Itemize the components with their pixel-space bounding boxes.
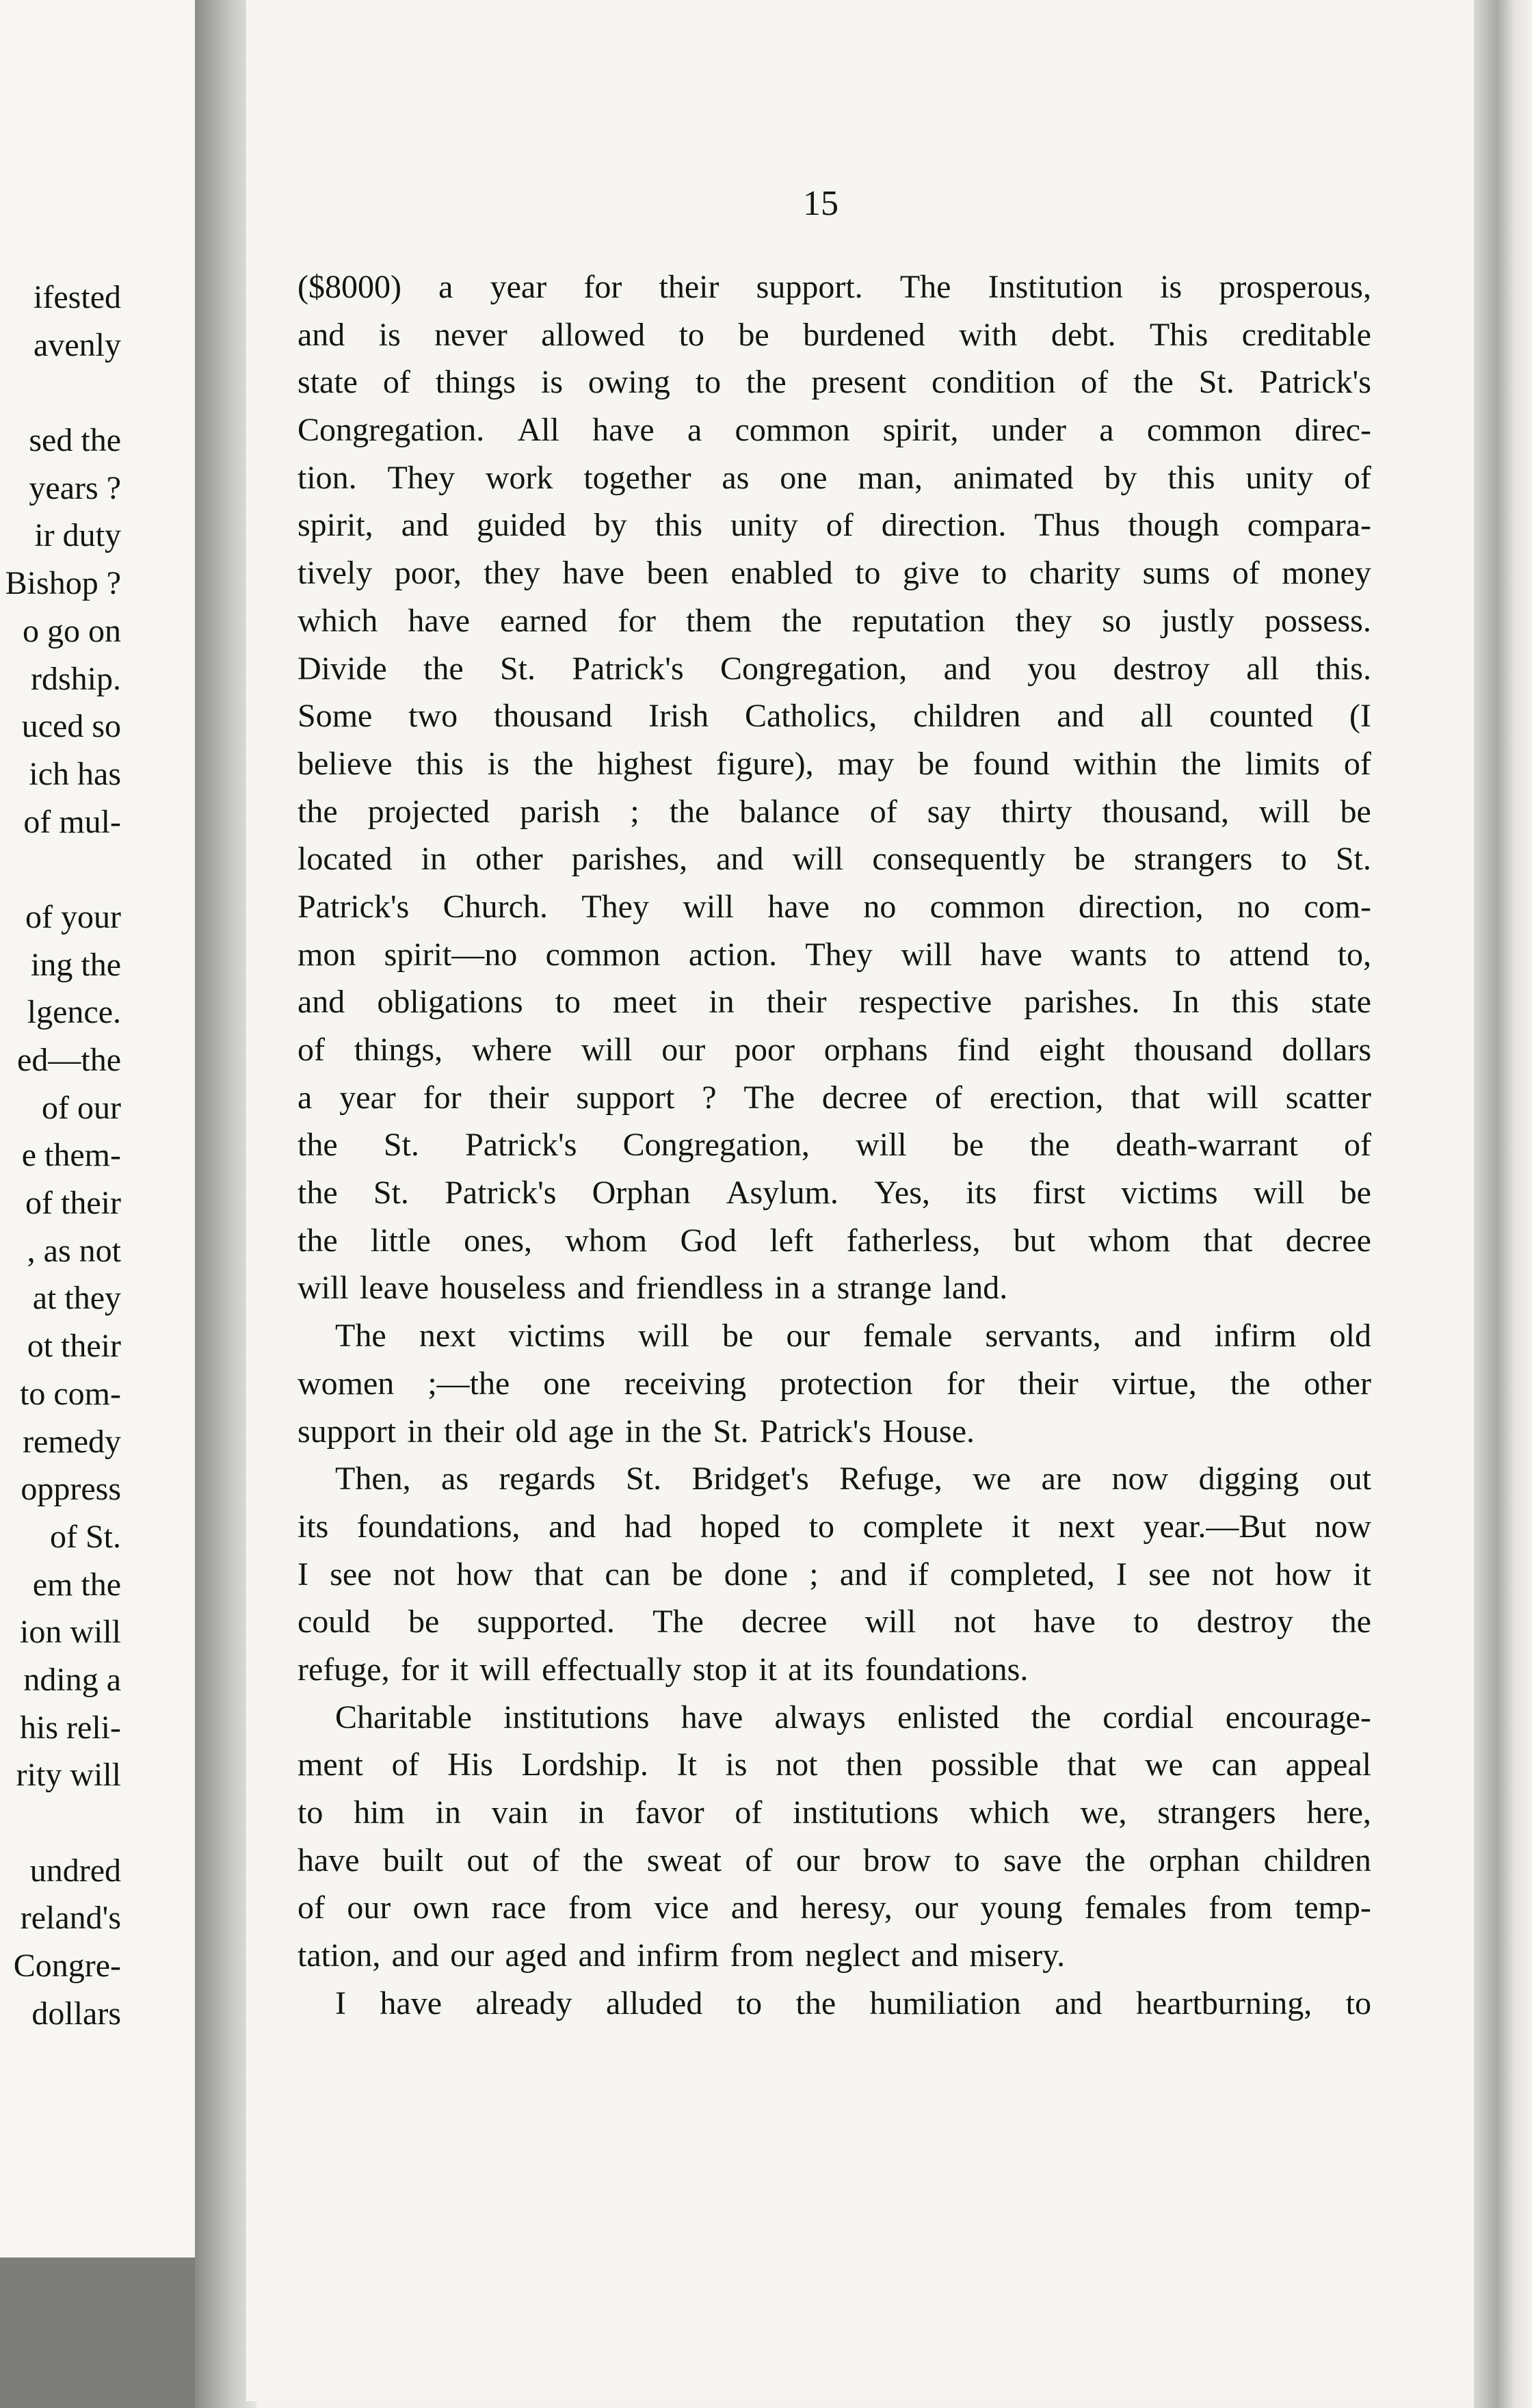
text-line: tively poor, they have been enabled to give to charity sums of money: [298, 555, 1371, 592]
left-page-line: o go on: [23, 612, 121, 649]
text-line: a year for their support ? The decree of erection, that will scatter: [298, 1079, 1371, 1116]
text-line: its foundations, and had hoped to complete it next year.—But now: [298, 1508, 1371, 1545]
text-line: I see not how that can be done ; and if completed, I see not how it: [298, 1556, 1371, 1593]
left-page-line: e them-: [21, 1137, 121, 1174]
text-line: Then, as regards St. Bridget's Refuge, we are now digging out: [335, 1461, 1371, 1497]
left-page-line: of our: [42, 1089, 121, 1126]
left-page-line: years ?: [29, 469, 121, 506]
text-line: located in other parishes, and will consequently be strangers to St.: [298, 841, 1371, 878]
text-line: ment of His Lordship. It is not then possible that we can appeal: [298, 1746, 1371, 1783]
text-line: tation, and our aged and infirm from neglect and misery.: [298, 1937, 1066, 1974]
text-line: will leave houseless and friendless in a strange land.: [298, 1270, 1008, 1307]
text-line: Patrick's Church. They will have no common direction, no com-: [298, 888, 1371, 925]
paragraph: [298, 263, 1371, 1312]
left-page-line: undred: [29, 1852, 121, 1889]
text-line: the St. Patrick's Congregation, will be the death-warrant of: [298, 1127, 1371, 1164]
left-page-line: of St.: [49, 1518, 121, 1555]
text-line: and obligations to meet in their respective parishes. In this state: [298, 984, 1371, 1021]
left-page-line: [0, 369, 121, 417]
text-line: state of things is owing to the present condition of the St. Patrick's: [298, 364, 1371, 401]
left-page-line: ing the: [31, 946, 121, 983]
text-line: to him in vain in favor of institutions which we, strangers here,: [298, 1794, 1371, 1831]
text-line: Divide the St. Patrick's Congregation, and you destroy all this.: [298, 650, 1371, 687]
text-line: Congregation. All have a common spirit, under a common direc-: [298, 412, 1371, 449]
text-line: support in their old age in the St. Patrick's House.: [298, 1413, 975, 1450]
left-page-line: of mul-: [23, 803, 121, 840]
text-line: of things, where will our poor orphans find eight thousand dollars: [298, 1032, 1371, 1068]
left-page-line: reland's: [20, 1900, 121, 1937]
left-page-line: to com-: [20, 1375, 121, 1412]
left-page-text: [0, 274, 121, 2037]
text-line: Some two thousand Irish Catholics, children and all counted (I: [298, 698, 1371, 735]
left-page-line: [0, 846, 121, 893]
left-page-line: remedy: [23, 1423, 121, 1460]
left-page-line: his reli-: [20, 1709, 121, 1746]
left-page-line: em the: [32, 1566, 121, 1603]
left-page-line: ich has: [29, 755, 121, 792]
left-page-line: [0, 1799, 121, 1847]
left-page-line: Bishop ?: [5, 565, 121, 602]
text-line: which have earned for them the reputation they so justly possess.: [298, 602, 1371, 639]
left-page-line: , as not: [27, 1232, 121, 1269]
paragraph: [298, 1455, 1371, 1693]
paragraph: [298, 1312, 1371, 1455]
left-page-line: rdship.: [31, 660, 121, 697]
text-line: Charitable institutions have always enlisted the cordial encourage-: [335, 1699, 1371, 1736]
text-line: the little ones, whom God left fatherless, but whom that decree: [298, 1222, 1371, 1259]
text-line: and is never allowed to be burdened with debt. This creditable: [298, 316, 1371, 353]
text-line: refuge, for it will effectually stop it at its foundations.: [298, 1651, 1029, 1688]
left-page-line: of your: [25, 898, 121, 935]
text-line: of our own race from vice and heresy, our young females from temp-: [298, 1889, 1371, 1926]
left-page-line: at they: [32, 1280, 121, 1317]
left-page: [0, 0, 195, 2258]
left-page-line: dollars: [31, 1995, 121, 2032]
text-line: have built out of the sweat of our brow to save the orphan children: [298, 1842, 1371, 1879]
text-line: mon spirit—no common action. They will have wants to attend to,: [298, 936, 1371, 973]
text-line: women ;—the one receiving protection for their virtue, the other: [298, 1365, 1371, 1402]
left-page-line: oppress: [21, 1471, 121, 1508]
text-line: tion. They work together as one man, animated by this unity of: [298, 459, 1371, 496]
text-line: the projected parish ; the balance of say thirty thousand, will be: [298, 793, 1371, 830]
left-page-line: Congre-: [13, 1948, 121, 1985]
left-page-line: of their: [25, 1185, 121, 1222]
paragraph: [298, 1980, 1371, 2028]
body-text: [298, 263, 1371, 2027]
left-page-line: avenly: [34, 326, 121, 363]
text-line: could be supported. The decree will not have to destroy the: [298, 1604, 1371, 1640]
left-page-line: sed the: [29, 422, 121, 459]
left-page-line: ion will: [19, 1614, 121, 1651]
left-page-line: nding a: [23, 1661, 121, 1698]
left-page-line: ot their: [27, 1328, 121, 1365]
text-line: the St. Patrick's Orphan Asylum. Yes, its first victims will be: [298, 1175, 1371, 1212]
left-page-line: ifested: [34, 279, 121, 315]
text-line: I have already alluded to the humiliation and heartburning, to: [335, 1985, 1371, 2021]
text-line: The next victims will be our female servants, and infirm old: [335, 1318, 1371, 1354]
left-page-line: rity will: [16, 1757, 121, 1794]
page-edge-shadow: [1474, 0, 1532, 2408]
text-line: spirit, and guided by this unity of direction. Thus though compara-: [298, 507, 1371, 544]
text-line: ($8000) a year for their support. The Institution is prosperous,: [298, 269, 1371, 305]
text-line: believe this is the highest figure), may be found within the limits of: [298, 745, 1371, 782]
page-number: 15: [803, 184, 838, 223]
left-page-line: lgence.: [27, 994, 121, 1031]
left-page-line: ir duty: [34, 517, 121, 554]
paragraph: [298, 1694, 1371, 1980]
left-page-line: uced so: [21, 708, 121, 745]
left-page-line: ed—the: [17, 1042, 121, 1078]
